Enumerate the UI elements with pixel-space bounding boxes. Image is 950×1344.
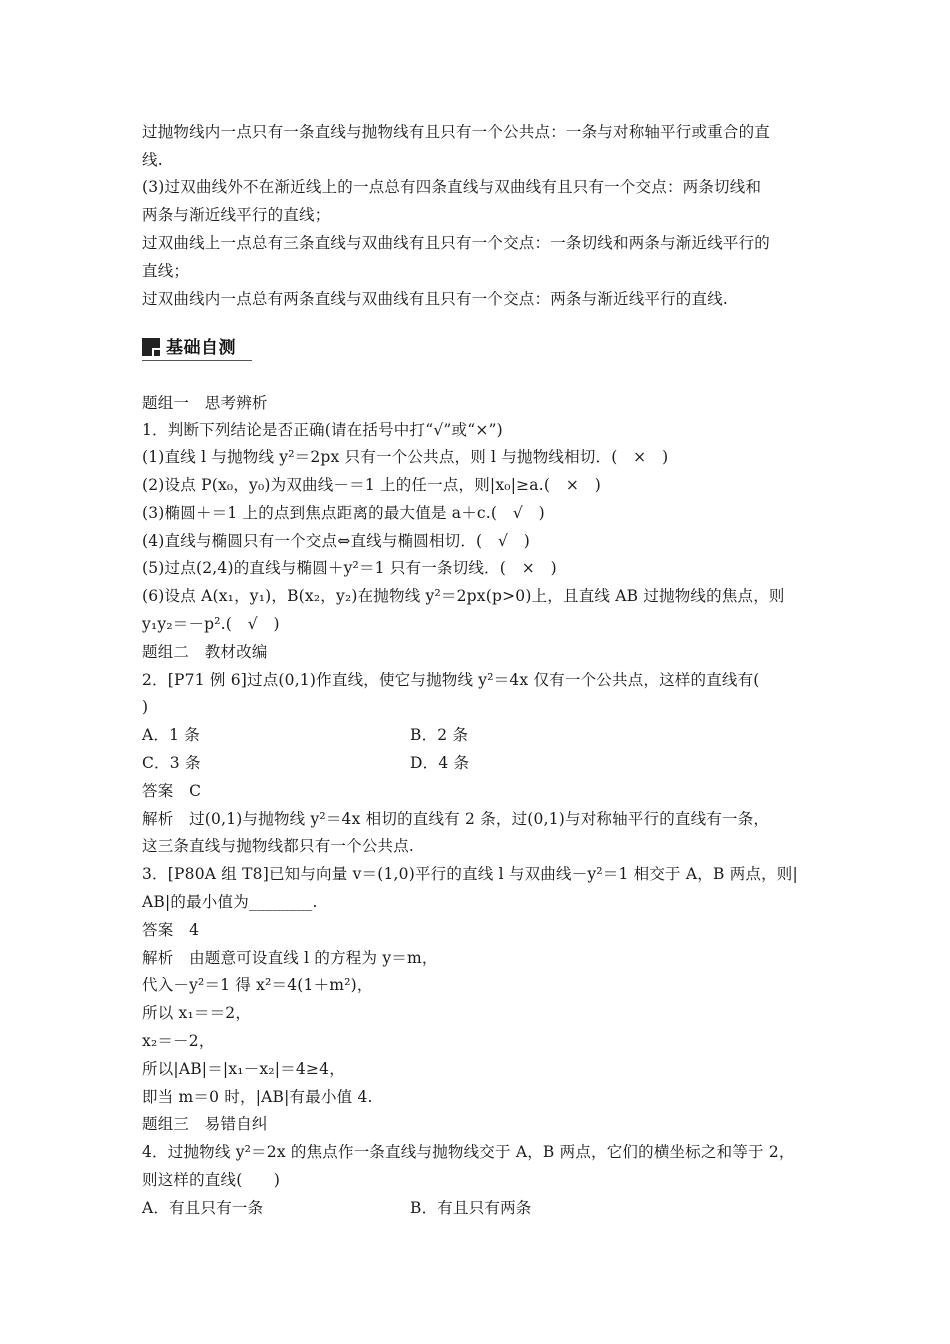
section-title: 基础自测 — [166, 338, 236, 358]
analysis-line: 即当 m＝0 时，|AB|有最小值 4. — [142, 1088, 373, 1106]
answer-line: 答案 C — [142, 782, 202, 800]
section-marker-icon — [142, 338, 160, 356]
question-line: 3．[P80A 组 T8]已知与向量 v＝(1,0)平行的直线 l 与双曲线－y²＝1 相交于 A，B 两点，则| — [142, 865, 798, 883]
option-b: B．2 条 — [410, 726, 469, 744]
statement-line: (3)椭圆＋＝1 上的点到焦点距离的最大值是 a＋c.( √ ) — [142, 504, 545, 522]
group-heading: 题组三 易错自纠 — [142, 1115, 268, 1133]
analysis-line: 解析 由题意可设直线 l 的方程为 y＝m， — [142, 949, 438, 967]
statement-line: (2)设点 P(x₀，y₀)为双曲线－＝1 上的任一点，则|x₀|≥a.( × ) — [142, 476, 601, 494]
analysis-line: 解析 过(0,1)与抛物线 y²＝4x 相切的直线有 2 条，过(0,1)与对称轴平行的直线有一条， — [142, 810, 770, 828]
analysis-line: 这三条直线与抛物线都只有一个公共点. — [142, 837, 415, 855]
option-c: C．3 条 — [142, 754, 201, 772]
analysis-line: x₂＝－2， — [142, 1032, 215, 1050]
text-line: (3)过双曲线外不在渐近线上的一点总有四条直线与双曲线有且只有一个交点：两条切线和 — [142, 178, 762, 196]
analysis-line: 代入－y²＝1 得 x²＝4(1＋m²)， — [142, 976, 373, 994]
question-line: 4．过抛物线 y²＝2x 的焦点作一条直线与抛物线交于 A，B 两点，它们的横坐标之和等于 2， — [142, 1143, 795, 1161]
statement-line: (4)直线与椭圆只有一个交点⇔直线与椭圆相切．( √ ) — [142, 532, 531, 550]
section-heading — [142, 332, 252, 360]
statement-line: (1)直线 l 与抛物线 y²＝2px 只有一个公共点，则 l 与抛物线相切．( × ) — [142, 448, 669, 466]
section-underline — [142, 360, 252, 361]
text-line: 线. — [142, 151, 163, 169]
text-line: 过抛物线内一点只有一条直线与抛物线有且只有一个公共点：一条与对称轴平行或重合的直 — [142, 123, 771, 141]
statement-line: (5)过点(2,4)的直线与椭圆＋y²＝1 只有一条切线．( × ) — [142, 559, 557, 577]
answer-line: 答案 4 — [142, 921, 200, 939]
text-line: 过双曲线上一点总有三条直线与双曲线有且只有一个交点：一条切线和两条与渐近线平行的 — [142, 234, 771, 252]
text-line: 直线； — [142, 262, 190, 280]
option-d: D．4 条 — [410, 754, 470, 772]
text-line: 两条与渐近线平行的直线； — [142, 206, 331, 224]
text-line: 过双曲线内一点总有两条直线与双曲线有且只有一个交点：两条与渐近线平行的直线. — [142, 290, 729, 308]
question-line: ) — [142, 698, 149, 716]
group-heading: 题组一 思考辨析 — [142, 394, 268, 412]
group-heading: 题组二 教材改编 — [142, 643, 268, 661]
analysis-line: 所以 x₁＝＝2， — [142, 1004, 252, 1022]
question-line: 2．[P71 例 6]过点(0,1)作直线，使它与抛物线 y²＝4x 仅有一个公共点，这样的直线有( — [142, 671, 760, 689]
statement-line: y₁y₂＝－p².( √ ) — [142, 615, 280, 633]
statement-line: (6)设点 A(x₁，y₁)，B(x₂，y₂)在抛物线 y²＝2px(p>0)上，且直线 AB 过抛物线的焦点，则 — [142, 587, 785, 605]
question-line: AB|的最小值为________. — [142, 893, 318, 911]
option-a: A．1 条 — [142, 726, 200, 744]
question-line: 则这样的直线( ) — [142, 1171, 281, 1189]
question-line: 1．判断下列结论是否正确(请在括号中打“√”或“×”) — [142, 421, 503, 439]
option-a: A．有且只有一条 — [142, 1199, 264, 1217]
option-b: B．有且只有两条 — [410, 1199, 532, 1217]
analysis-line: 所以|AB|＝|x₁－x₂|＝4≥4， — [142, 1060, 345, 1078]
